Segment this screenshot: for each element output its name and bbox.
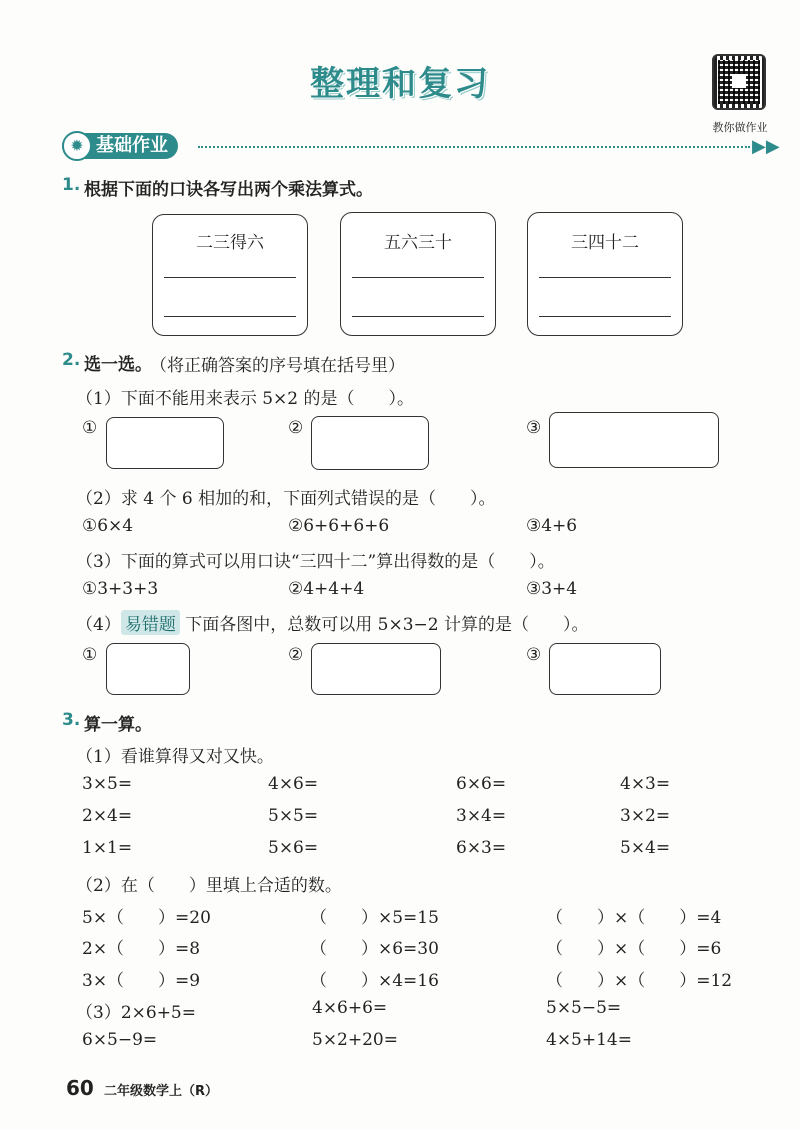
equation[interactable]: 5×5−5= <box>546 998 622 1018</box>
question-note: （将正确答案的序号填在括号里） <box>150 356 405 376</box>
equation[interactable]: 6×5−9= <box>82 1030 158 1050</box>
option-label: ③ <box>526 418 542 438</box>
qr-label: 教你做作业 <box>712 121 768 134</box>
equation[interactable]: 1×1= <box>82 838 133 858</box>
fill-blank[interactable]: 2×（ ）=8 <box>82 939 201 959</box>
answer-line[interactable] <box>539 316 671 317</box>
subquestion-2: （2）求 4 个 6 相加的和，下面列式错误的是（ ）。 <box>76 489 496 509</box>
page-title: 整理和复习 <box>310 64 490 104</box>
question-text: 根据下面的口诀各写出两个乘法算式。 <box>84 180 373 200</box>
box-label: 三四十二 <box>571 233 639 253</box>
divider <box>198 146 750 148</box>
equation[interactable]: 5×4= <box>620 838 671 858</box>
equation[interactable]: 5×5= <box>268 806 319 826</box>
page-number: 60 <box>66 1076 94 1100</box>
section-banner: 基础作业 <box>62 133 178 159</box>
option-label: ② <box>288 645 304 665</box>
fill-blank[interactable]: （ ）×（ ）=4 <box>546 908 722 928</box>
subquestion-1: （1）下面不能用来表示 5×2 的是（ ）。 <box>76 389 414 409</box>
option-label: ③ <box>526 645 542 665</box>
equation[interactable]: 6×6= <box>456 774 507 794</box>
subquestion-text: 下面各图中，总数可以用 5×3−2 计算的是（ ）。 <box>185 615 589 635</box>
option[interactable]: ②4+4+4 <box>288 579 365 599</box>
equation[interactable]: 6×3= <box>456 838 507 858</box>
equation[interactable]: （3）2×6+5= <box>76 1003 196 1023</box>
subquestion-1: （1）看谁算得又对又快。 <box>76 747 274 767</box>
fill-blank[interactable]: （ ）×6=30 <box>310 939 439 959</box>
equation[interactable]: 4×6+6= <box>312 998 388 1018</box>
double-arrow-icon: ▶▶ <box>752 136 780 157</box>
equation[interactable]: 3×5= <box>82 774 133 794</box>
question-text: 选一选。 <box>84 355 152 375</box>
subquestion-2: （2）在（ ）里填上合适的数。 <box>76 876 342 896</box>
equation[interactable]: 5×6= <box>268 838 319 858</box>
option[interactable]: ①6×4 <box>82 516 134 536</box>
subquestion-3: （3）下面的算式可以用口诀“三四十二”算出得数的是（ ）。 <box>76 552 555 572</box>
box-label: 五六三十 <box>384 233 452 253</box>
option-picture[interactable] <box>106 643 190 695</box>
question-text: 算一算。 <box>84 715 152 735</box>
fill-blank[interactable]: 5×（ ）=20 <box>82 908 211 928</box>
option-picture[interactable] <box>106 417 224 469</box>
book-title: 二年级数学上（R） <box>104 1084 219 1099</box>
equation[interactable]: 4×5+14= <box>546 1030 632 1050</box>
option[interactable]: ③4+6 <box>526 516 578 536</box>
qr-code-icon[interactable] <box>712 54 766 110</box>
equation[interactable]: 5×2+20= <box>312 1030 398 1050</box>
answer-line[interactable] <box>352 277 484 278</box>
fill-blank[interactable]: （ ）×4=16 <box>310 971 439 991</box>
equation[interactable]: 4×3= <box>620 774 671 794</box>
equation[interactable]: 3×4= <box>456 806 507 826</box>
option[interactable]: ②6+6+6+6 <box>288 516 390 536</box>
option[interactable]: ③3+4 <box>526 579 578 599</box>
fill-blank[interactable]: （ ）×5=15 <box>310 908 439 928</box>
answer-line[interactable] <box>164 277 296 278</box>
lightbulb-icon: ✹ <box>62 131 92 161</box>
option-label: ② <box>288 418 304 438</box>
box-label: 二三得六 <box>196 233 264 253</box>
subquestion-prefix: （4） <box>76 615 121 635</box>
subquestion-4 <box>76 610 588 635</box>
fill-blank[interactable]: （ ）×（ ）=6 <box>546 939 722 959</box>
equation[interactable]: 2×4= <box>82 806 133 826</box>
equation[interactable]: 4×6= <box>268 774 319 794</box>
question-number: 3. <box>62 710 81 730</box>
option-picture[interactable] <box>311 643 441 695</box>
option-picture[interactable] <box>549 412 719 468</box>
answer-line[interactable] <box>352 316 484 317</box>
error-prone-tag: 易错题 <box>121 610 180 635</box>
question-number: 1. <box>62 175 81 195</box>
question-number: 2. <box>62 350 81 370</box>
answer-line[interactable] <box>164 316 296 317</box>
answer-line[interactable] <box>539 277 671 278</box>
option-picture[interactable] <box>311 416 429 470</box>
fill-blank[interactable]: 3×（ ）=9 <box>82 971 201 991</box>
option-picture[interactable] <box>549 643 661 695</box>
fill-blank[interactable]: （ ）×（ ）=12 <box>546 971 733 991</box>
option-label: ① <box>82 418 98 438</box>
option[interactable]: ①3+3+3 <box>82 579 159 599</box>
equation[interactable]: 3×2= <box>620 806 671 826</box>
option-label: ① <box>82 645 98 665</box>
